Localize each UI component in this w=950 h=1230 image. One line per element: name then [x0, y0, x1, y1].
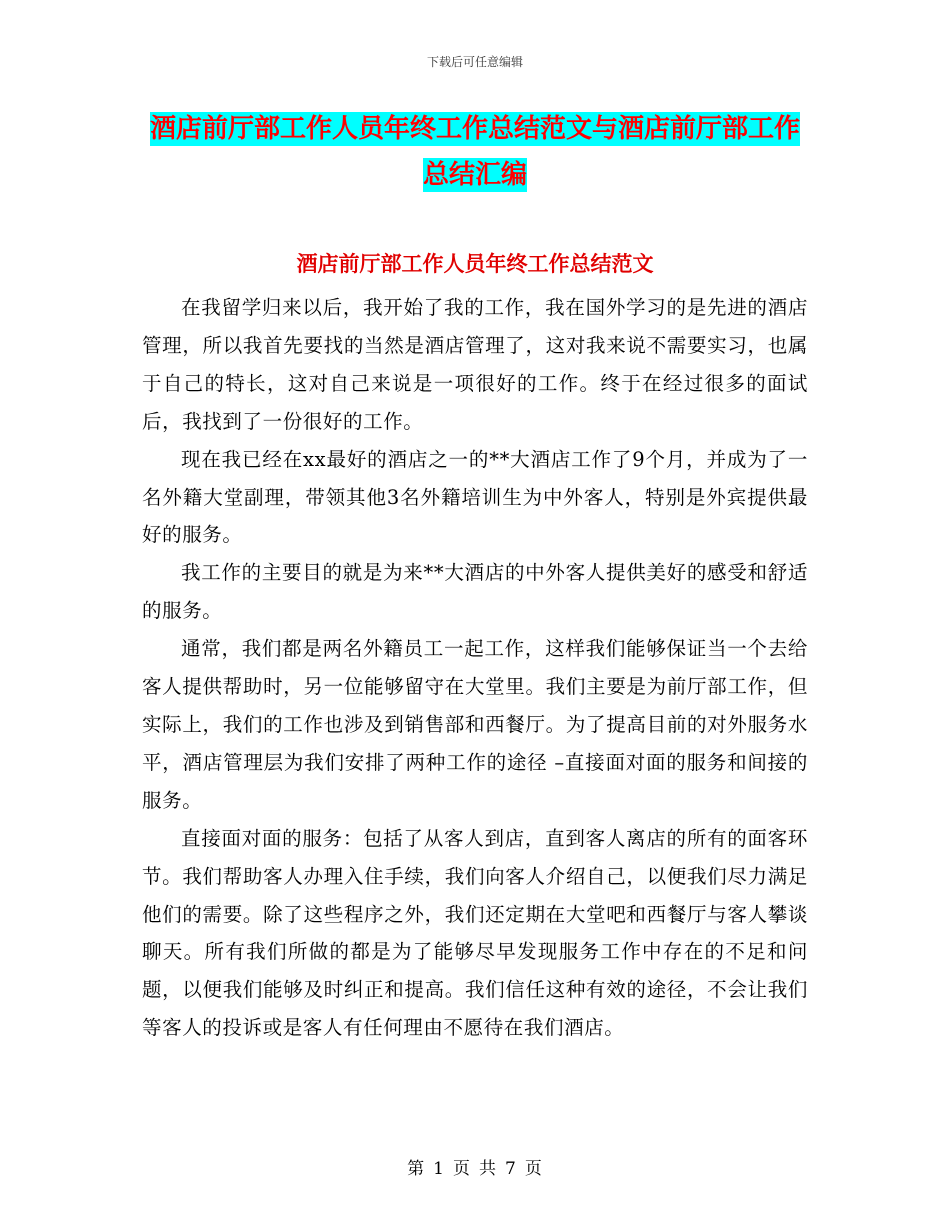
footer-label-ye: 页	[453, 1159, 471, 1179]
total-page-count: 7	[505, 1159, 517, 1179]
current-page-number: 1	[433, 1159, 445, 1179]
footer-label-di: 第	[407, 1159, 426, 1179]
paragraph: 我工作的主要目的就是为来**大酒店的中外客人提供美好的感受和舒适的服务。	[142, 561, 808, 623]
footer-label-ye2: 页	[524, 1159, 543, 1179]
footer-label-gong: 共	[479, 1159, 497, 1179]
paragraph: 现在我已经在xx最好的酒店之一的**大酒店工作了9个月，并成为了一名外籍大堂副理，带领其他3名外籍培训生为中外客人，特别是外宾提供最好的服务。	[142, 447, 808, 547]
page-footer	[0, 1154, 950, 1179]
paragraph: 直接面对面的服务：包括了从客人到店，直到客人离店的所有的面客环节。我们帮助客人办理入住手续，我们向客人介绍自己，以便我们尽力满足他们的需要。除了这些程序之外，我们还定期在大堂吧和西餐厅与客人攀谈聊天。所有我们所做的都是为了能够尽早发现服务工作中存在的不足和问题，以便我们能够及时纠正和提高。我们信任这种有效的途径，不会让我们等客人的投诉或是客人有任何理由不愿待在我们酒店。	[142, 826, 808, 1040]
document-body	[142, 289, 808, 1047]
document-title-text: 酒店前厅部工作人员年终工作总结范文与酒店前厅部工作总结汇编	[149, 114, 800, 190]
paragraph: 通常，我们都是两名外籍员工一起工作，这样我们能够保证当一个去给客人提供帮助时，另一位能够留守在大堂里。我们主要是为前厅部工作，但实际上，我们的工作也涉及到销售部和西餐厅。为了提高目前的对外服务水平，酒店管理层为我们安排了两种工作的途径 –直接面对面的服务和间接的服务。	[142, 637, 808, 812]
download-note: 下载后可任意编辑	[426, 55, 523, 69]
document-title	[140, 106, 810, 198]
paragraph: 在我留学归来以后，我开始了我的工作，我在国外学习的是先进的酒店管理，所以我首先要找的当然是酒店管理了，这对我来说不需要实习，也属于自己的特长，这对自己来说是一项很好的工作。终于在经过很多的面试后，我找到了一份很好的工作。	[142, 296, 808, 433]
section-title: 酒店前厅部工作人员年终工作总结范文	[296, 251, 654, 276]
